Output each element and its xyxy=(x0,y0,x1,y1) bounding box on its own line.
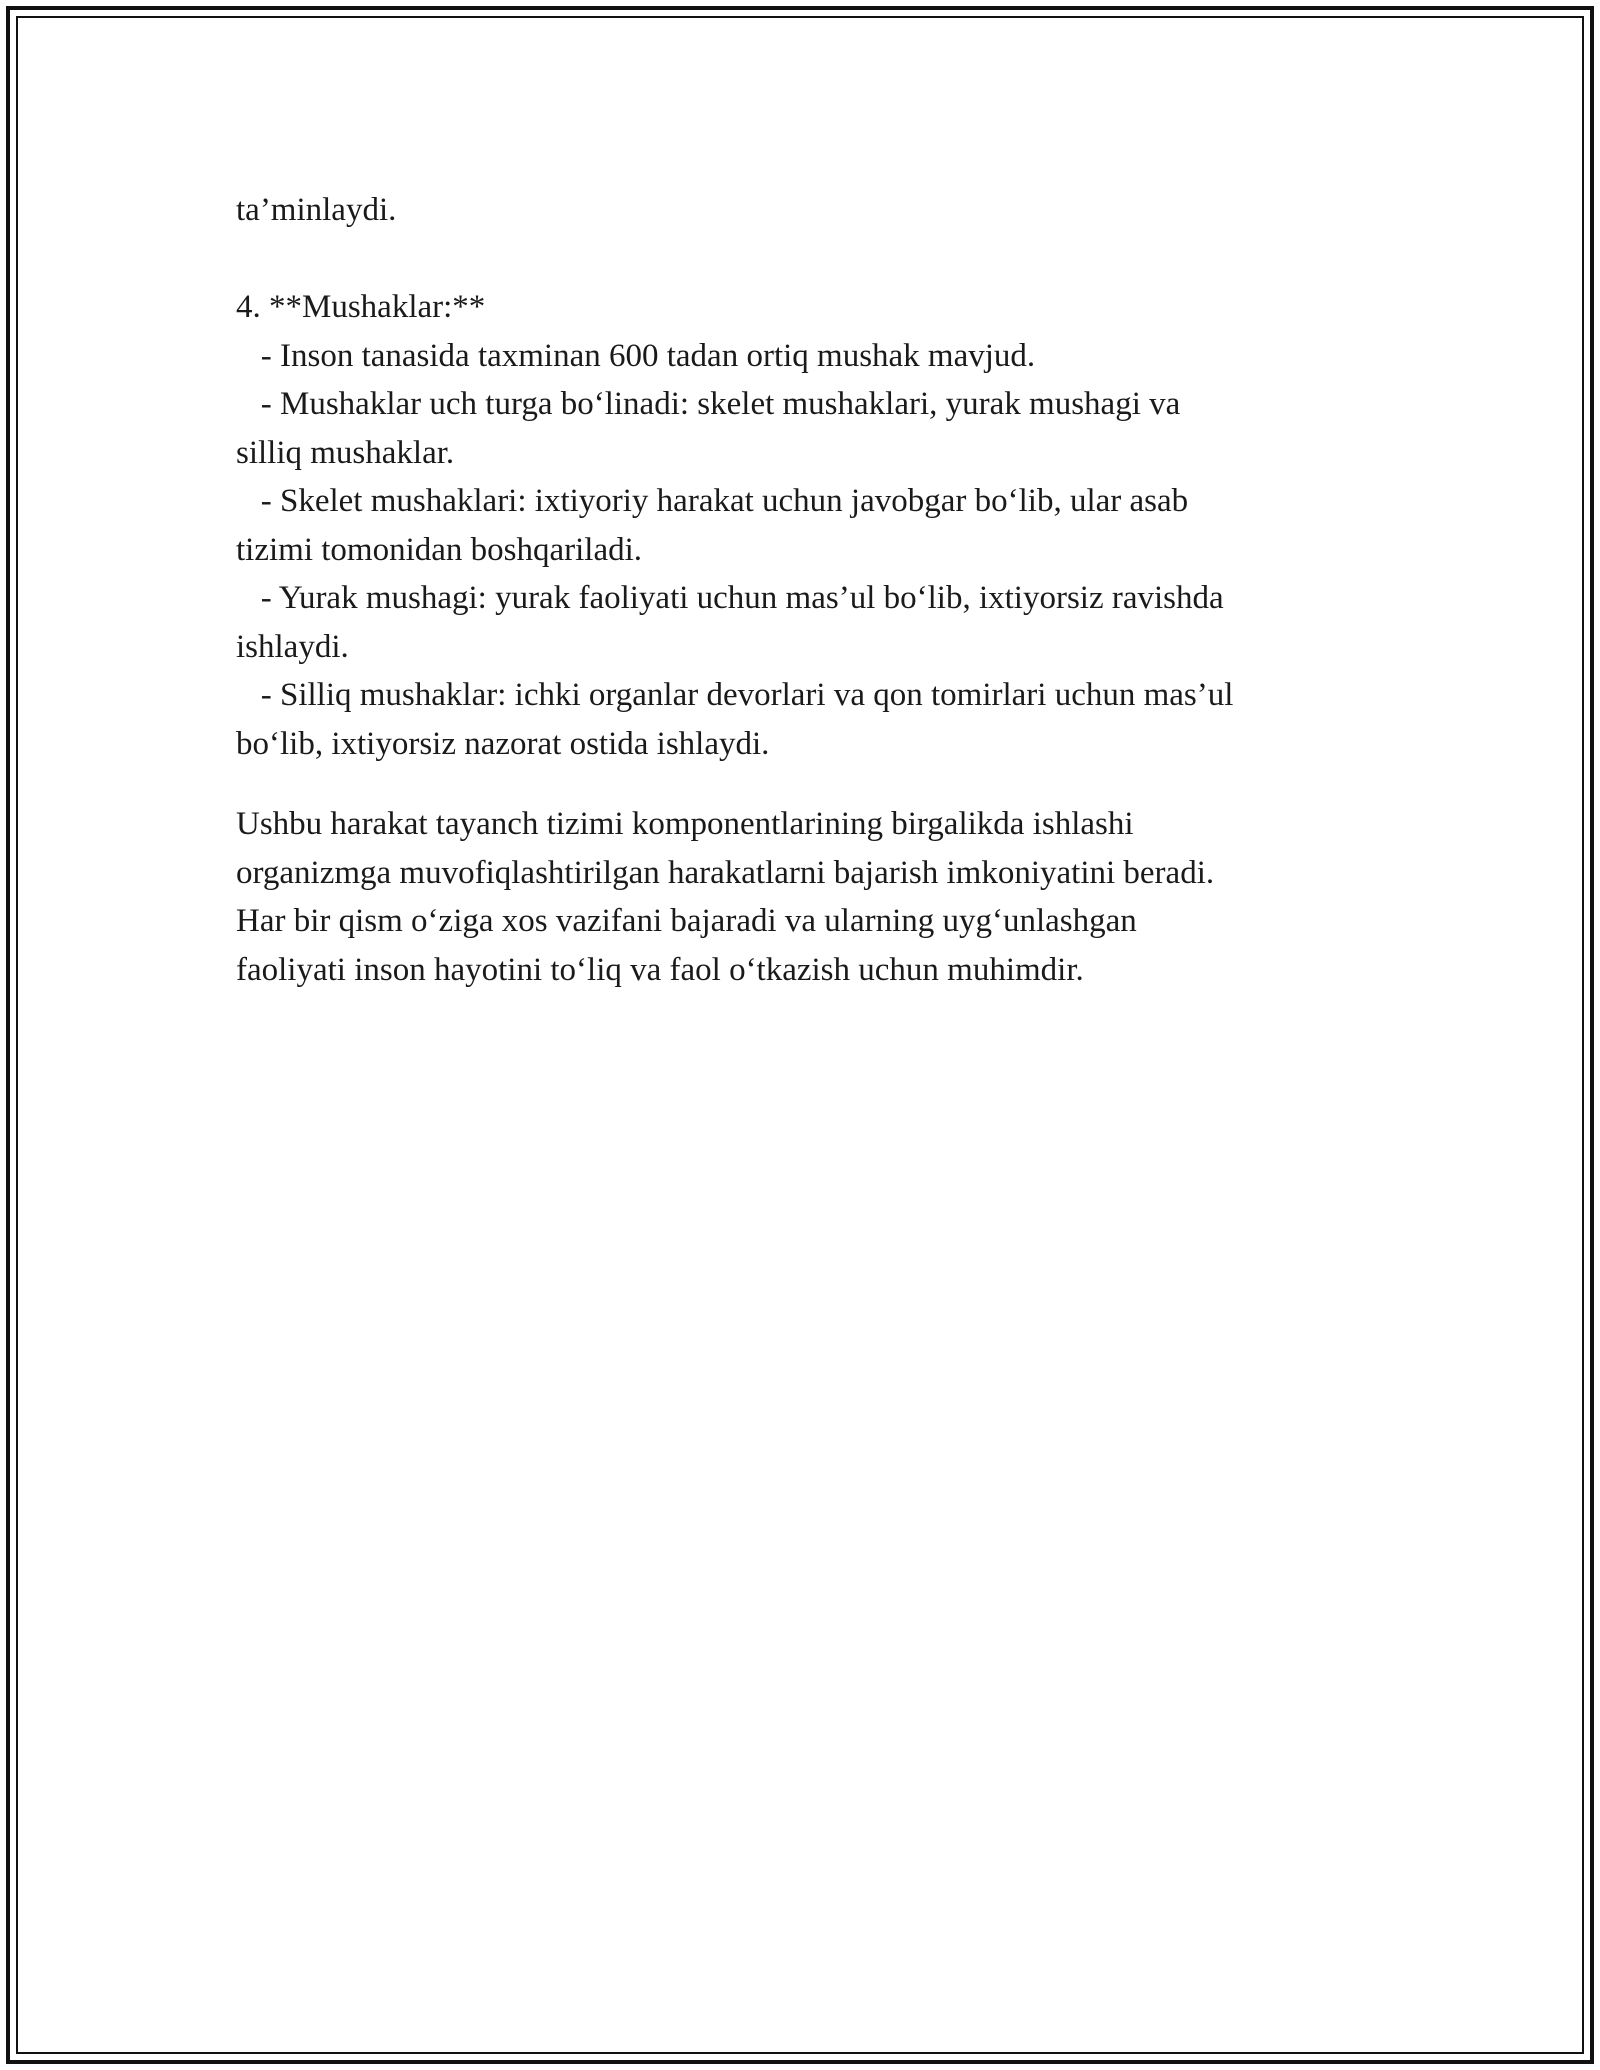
bullet-continuation: ishlaydi. xyxy=(236,628,349,665)
spacer xyxy=(236,235,1356,284)
paragraph-line: Har bir qism o‘ziga xos vazifani bajaradi va ularning uyg‘unlashgan xyxy=(236,903,1137,939)
paragraph-line: Ushbu harakat tayanch tizimi komponentlarining birgalikda ishlashi xyxy=(236,806,1134,842)
bullet-line: - Inson tanasida taxminan 600 tadan ortiq mushak mavjud. xyxy=(236,337,1036,374)
bullet-line: - Silliq mushaklar: ichki organlar devorlari va qon tomirlari uchun mas’ul xyxy=(236,677,1234,713)
intro-tail-text: ta’minlaydi. xyxy=(236,192,397,228)
section-heading: 4. **Mushaklar:** xyxy=(236,289,486,325)
bullet-continuation: bo‘lib, ixtiyorsiz nazorat ostida ishlaydi. xyxy=(236,725,770,762)
bullet-line: - Mushaklar uch turga bo‘linadi: skelet mushaklari, yurak mushagi va xyxy=(236,386,1181,422)
spacer xyxy=(236,768,1356,800)
bullet-line: - Yurak mushagi: yurak faoliyati uchun mas’ul bo‘lib, ixtiyorsiz ravishda xyxy=(236,580,1224,616)
section-muscles xyxy=(236,283,1356,768)
bullet-line: - Skelet mushaklari: ixtiyoriy harakat uchun javobgar bo‘lib, ular asab xyxy=(236,483,1189,519)
bullet-continuation: silliq mushaklar. xyxy=(236,434,455,471)
paragraph-line: organizmga muvofiqlashtirilgan harakatlarni bajarish imkoniyatini beradi. xyxy=(236,854,1215,891)
document-body xyxy=(236,186,1356,994)
paragraph-line: faoliyati inson hayotini to‘liq va faol o‘tkazish uchun muhimdir. xyxy=(236,951,1084,988)
bullet-continuation: tizimi tomonidan boshqariladi. xyxy=(236,531,643,568)
conclusion-paragraph xyxy=(236,800,1356,994)
